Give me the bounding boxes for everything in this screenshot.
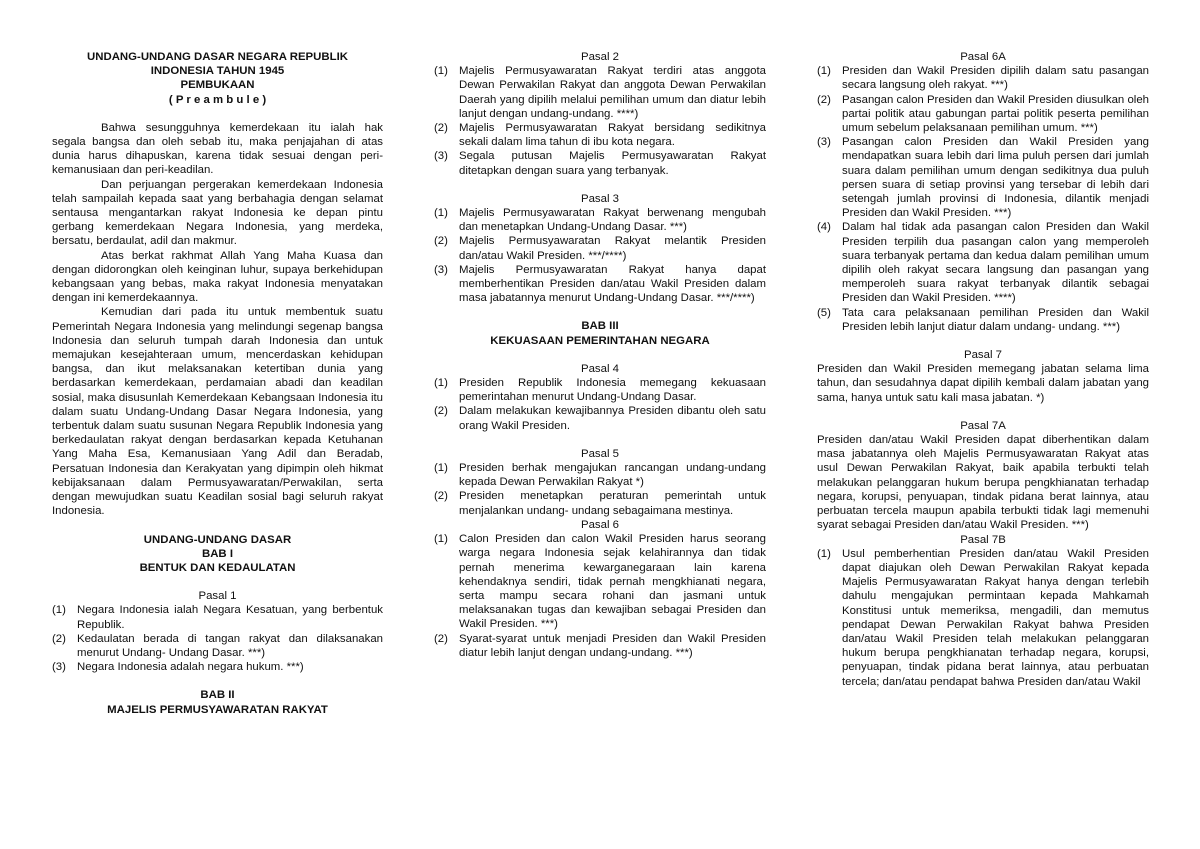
preamble-paragraph-2: Dan perjuangan pergerakan kemerdekaan Indonesia telah sampailah kepada saat yang berbahagia dengan selamat sentausa mengantarkan rakyat Indonesia ke depan pintu gerbang kemerdekaan Negara Indonesia, yang merdeka, bersatu, berdaulat, adil dan makmur.: [52, 178, 383, 248]
list-item: (1) Majelis Permusyawaratan Rakyat terdiri atas anggota Dewan Perwakilan Rakyat dan anggota Dewan Perwakilan Daerah yang dipilih melalui pemilihan umum dan diatur lebih lanjut dengan undang-undang. ****): [434, 65, 766, 120]
chapter-heading: BAB III KEKUASAAN PEMERINTAHAN NEGARA: [490, 320, 710, 347]
article-heading: Pasal 6: [581, 518, 619, 531]
list-item: (2) Syarat-syarat untuk menjadi Presiden dan Wakil Presiden diatur lebih lanjut dengan undang-undang. ***): [434, 632, 766, 659]
list-item: (1) Usul pemberhentian Presiden dan/atau Wakil Presiden dapat diajukan oleh Dewan Perwakilan Rakyat kepada Majelis Permusyawaratan Rakyat hanya dengan terlebih dahulu mengajukan permintaan kepada Mahkamah Konstitusi untuk memeriksa, mengadili, dan memutus pendapat Dewan Perwakilan Rakyat bahwa Presiden dan/atau Wakil Presiden telah melakukan pelanggaran hukum berupa pengkhianatan terhadap negara, korupsi, penyuapan, tindak pidana berat lainnya, atau perbuatan tercela; dan/atau pendapat bahwa Presiden dan/atau Wakil: [817, 547, 1149, 688]
list-item: (1) Negara Indonesia ialah Negara Kesatuan, yang berbentuk Republik.: [52, 604, 383, 631]
list-item: (2) Presiden menetapkan peraturan pemerintah untuk menjalankan undang- undang sebagaimana mestinya.: [434, 490, 766, 517]
article-heading: Pasal 7A: [960, 419, 1006, 432]
document-title: UNDANG-UNDANG DASAR NEGARA REPUBLIK INDONESIA TAHUN 1945 PEMBUKAAN ( P r e a m b u l e ): [87, 51, 348, 106]
list-item: (1) Presiden Republik Indonesia memegang kekuasaan pemerintahan menurut Undang-Undang Dasar.: [434, 377, 766, 404]
list-item: (3) Majelis Permusyawaratan Rakyat hanya dapat memberhentikan Presiden dan/atau Wakil Presiden dalam masa jabatannya menurut Undang-Undang Dasar. ***/****): [434, 263, 766, 305]
article-heading: Pasal 7: [964, 349, 1002, 362]
preamble-paragraph-1: Bahwa sesungguhnya kemerdekaan itu ialah hak segala bangsa dan oleh sebab itu, maka penjajahan di atas dunia harus dihapuskan, karena tidak sesuai dengan peri-kemanusiaan dan peri-keadilan.: [52, 121, 383, 177]
list-item: (2) Pasangan calon Presiden dan Wakil Presiden diusulkan oleh partai politik atau gabungan partai politik peserta pemilihan umum sebelum pelaksanaan pemilihan umum. ***): [817, 93, 1149, 135]
article-heading: Pasal 7B: [960, 533, 1006, 546]
article-heading: Pasal 2: [581, 51, 619, 63]
preamble-paragraph-3: Atas berkat rakhmat Allah Yang Maha Kuasa dan dengan didorongkan oleh keinginan luhur, supaya berkehidupan kebangsaan yang bebas, maka rakyat Indonesia menyatakan dengan ini kemerdekaannya.: [52, 249, 383, 305]
list-item: (1) Presiden dan Wakil Presiden dipilih dalam satu pasangan secara langsung oleh rakyat. ***): [817, 65, 1149, 92]
article-text: Presiden dan Wakil Presiden memegang jabatan selama lima tahun, dan sesudahnya dapat dipilih kembali dalam jabatan yang sama, hanya untuk satu kali masa jabatan. *): [817, 363, 1149, 404]
column-3: [817, 50, 1149, 689]
article-heading: Pasal 3: [581, 192, 619, 205]
preamble-paragraph-4: Kemudian dari pada itu untuk membentuk suatu Pemerintah Negara Indonesia yang melindungi segenap bangsa Indonesia dan seluruh tumpah darah Indonesia dan untuk memajukan kesejahteraan umum, mencerdaskan kehidupan bangsa, dan ikut melaksanakan ketertiban dunia yang berdasarkan kemerdekaan, perdamaian abadi dan keadilan sosial, maka disusunlah Kemerdekaan Kebangsaan Indonesia itu dalam suatu Undang-Undang Dasar Negara Indonesia, yang terbentuk dalam suatu susunan Negara Republik Indonesia yang berkedaulatan rakyat dengan berdasarkan kepada Ketuhanan Yang Maha Esa, Kemanusiaan Yang Adil dan Beradab, Persatuan Indonesia dan Kerakyatan yang dipimpin oleh hikmat kebijaksanaan dalam Permusyawaratan/Perwakilan, serta dengan mewujudkan suatu Keadilan sosial bagi seluruh rakyat Indonesia.: [52, 306, 383, 518]
list-item: (2) Majelis Permusyawaratan Rakyat bersidang sedikitnya sekali dalam lima tahun di ibu kota negara.: [434, 122, 766, 149]
article-heading: Pasal 6A: [960, 51, 1006, 63]
list-item: (2) Dalam melakukan kewajibannya Presiden dibantu oleh satu orang Wakil Presiden.: [434, 405, 766, 432]
article-text: Presiden dan/atau Wakil Presiden dapat diberhentikan dalam masa jabatannya oleh Majelis Permusyawaratan Rakyat atas usul Dewan Perwakilan Rakyat, baik apabila terbukti telah melakukan pelanggaran hukum berupa pengkhianatan terhadap negara, korupsi, penyuapan, tindak pidana berat lainnya, atau perbuatan tercela maupun apabila terbukti tidak lagi memenuhi syarat sebagai Presiden dan/atau Wakil Presiden. ***): [817, 434, 1149, 532]
list-item: (1) Calon Presiden dan calon Wakil Presiden harus seorang warga negara Indonesia sejak kelahirannya dan tidak pernah menerima kewarganegaraan lain karena kehendaknya sendiri, tidak pernah mengkhianati negara, serta mampu secara rohani dan jasmani untuk melaksanakan tugas dan kewajiban sebagai Presiden dan Wakil Presiden. ***): [434, 533, 766, 631]
list-item: (3) Negara Indonesia adalah negara hukum. ***): [52, 661, 304, 674]
list-item: (5) Tata cara pelaksanaan pemilihan Presiden dan Wakil Presiden lebih lanjut diatur dalam undang- undang. ***): [817, 306, 1149, 333]
list-item: (2) Majelis Permusyawaratan Rakyat melantik Presiden dan/atau Wakil Presiden. ***/****): [434, 235, 766, 262]
list-item: (1) Presiden berhak mengajukan rancangan undang-undang kepada Dewan Perwakilan Rakyat *): [434, 462, 766, 489]
list-item: (4) Dalam hal tidak ada pasangan calon Presiden dan Wakil Presiden terpilih dua pasangan calon yang memperoleh suara terbanyak pertama dan kedua dalam pemilihan umum dipilih oleh rakyat secara langsung dan pasangan yang memperoleh suara rakyat terbanyak dilantik sebagai Presiden dan Wakil Presiden. ****): [817, 221, 1149, 305]
chapter-heading: BAB II MAJELIS PERMUSYAWARATAN RAKYAT: [107, 689, 328, 716]
column-1: [52, 50, 383, 717]
chapter-heading: UNDANG-UNDANG DASAR BAB I BENTUK DAN KEDAULATAN: [139, 533, 296, 574]
column-2: [434, 50, 766, 660]
list-item: (3) Segala putusan Majelis Permusyawaratan Rakyat ditetapkan dengan suara yang terbanyak.: [434, 150, 766, 177]
article-heading: Pasal 1: [198, 590, 237, 603]
list-item: (3) Pasangan calon Presiden dan Wakil Presiden yang mendapatkan suara lebih dari lima puluh persen dari jumlah suara dalam pemilihan umum dengan sedikitnya dua puluh persen suara di setiap provinsi yang tersebar di lebih dari setengah jumlah provinsi di Indonesia, dilantik menjadi Presiden dan Wakil Presiden. ***): [817, 136, 1149, 220]
list-item: (2) Kedaulatan berada di tangan rakyat dan dilaksanakan menurut Undang- Undang Dasar. ***): [52, 632, 383, 659]
article-heading: Pasal 5: [581, 447, 619, 460]
article-heading: Pasal 4: [581, 362, 619, 375]
list-item: (1) Majelis Permusyawaratan Rakyat berwenang mengubah dan menetapkan Undang-Undang Dasar. ***): [434, 207, 766, 234]
